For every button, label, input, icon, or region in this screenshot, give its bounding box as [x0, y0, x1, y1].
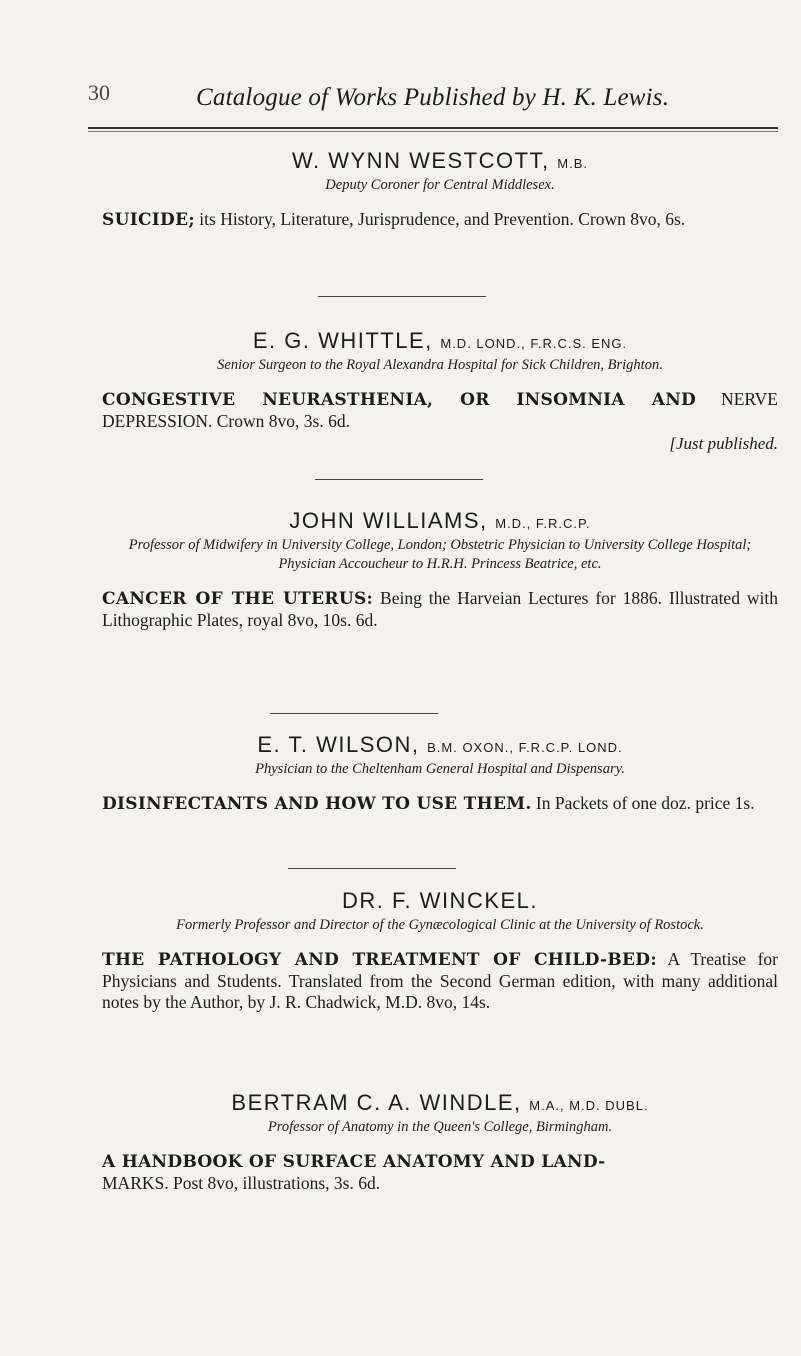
book-description: [102, 949, 778, 1013]
separator-rule: [288, 868, 456, 869]
author-affiliation: Physician to the Cheltenham General Hospital and Dispensary.: [255, 761, 625, 777]
book-details: Being the Harveian Lectures for 1886. Illustrated with Lithographic Plates, royal 8vo, 10s. 6d.: [102, 588, 778, 630]
catalogue-entry-windle: [102, 1090, 778, 1194]
author-degrees: M.A., M.D. DUBL.: [529, 1098, 649, 1113]
catalogue-entry-winckel: [102, 888, 778, 1013]
book-description: [102, 209, 778, 231]
separator-rule: [270, 713, 438, 714]
author-degrees: B.M. OXON., F.R.C.P. LOND.: [427, 740, 623, 755]
author-name: DR. F. WINCKEL.: [341, 888, 539, 913]
book-title: DISINFECTANTS AND HOW TO USE THEM.: [102, 794, 532, 814]
publication-note: [Just published.: [669, 434, 778, 453]
author-affiliation: Professor of Midwifery in University College, London; Obstetric Physician to University College Hospital; Physician Accoucheur to H.R.H. Princess Beatrice, etc.: [128, 537, 752, 572]
book-title: A HANDBOOK OF SURFACE ANATOMY AND LAND-: [102, 1152, 606, 1172]
separator-rule: [318, 296, 486, 297]
author-affiliation: Professor of Anatomy in the Queen's College, Birmingham.: [267, 1119, 613, 1135]
book-details: A Treatise for Physicians and Students. Translated from the Second German edition, with many additional notes by the Author, by J. R. Chadwick, M.D. 8vo, 14s.: [102, 949, 778, 1012]
header-rule: [88, 127, 778, 129]
author-affiliation: Formerly Professor and Director of the Gynæcological Clinic at the University of Rostock.: [176, 917, 704, 933]
catalogue-entry-whittle: [102, 328, 778, 454]
catalogue-entry-wilson: [102, 732, 778, 815]
book-details: MARKS. Post 8vo, illustrations, 3s. 6d.: [102, 1173, 381, 1193]
separator-rule: [315, 479, 483, 480]
author-affiliation: Senior Surgeon to the Royal Alexandra Hospital for Sick Children, Brighton.: [217, 357, 663, 373]
book-description: [102, 389, 778, 432]
book-details: its History, Literature, Jurisprudence, and Prevention. Crown 8vo, 6s.: [194, 209, 686, 229]
book-description: [102, 588, 778, 631]
book-title: CANCER OF THE UTERUS:: [102, 589, 374, 609]
catalogue-entry-westcott: [102, 148, 778, 231]
running-head: [88, 80, 788, 120]
author-degrees: M.D. LOND., F.R.C.S. ENG.: [440, 336, 628, 351]
author-name: BERTRAM C. A. WINDLE, M.A., M.D. DUBL.: [231, 1090, 649, 1115]
book-title: THE PATHOLOGY AND TREATMENT OF CHILD-BED:: [102, 950, 657, 970]
book-description: [102, 793, 778, 815]
author-degrees: M.D., F.R.C.P.: [495, 516, 591, 531]
author-name: JOHN WILLIAMS, M.D., F.R.C.P.: [289, 508, 591, 533]
book-title: CONGESTIVE NEURASTHENIA, OR INSOMNIA AND: [102, 390, 697, 410]
author-degrees: M.B.: [557, 156, 589, 171]
book-details: NERVE DEPRESSION. Crown 8vo, 3s. 6d.: [102, 389, 778, 431]
book-description: [102, 1151, 778, 1194]
catalogue-entry-williams: [102, 508, 778, 631]
book-title: SUICIDE;: [102, 210, 195, 230]
page-number: 30: [88, 80, 110, 105]
author-name: E. T. WILSON, B.M. OXON., F.R.C.P. LOND.: [257, 732, 623, 757]
running-title: Catalogue of Works Published by H. K. Lewis.: [196, 84, 670, 111]
author-name: E. G. WHITTLE, M.D. LOND., F.R.C.S. ENG.: [252, 328, 628, 353]
book-details: In Packets of one doz. price 1s.: [531, 793, 755, 813]
author-affiliation: Deputy Coroner for Central Middlesex.: [325, 177, 555, 193]
author-name: W. WYNN WESTCOTT, M.B.: [291, 148, 589, 173]
